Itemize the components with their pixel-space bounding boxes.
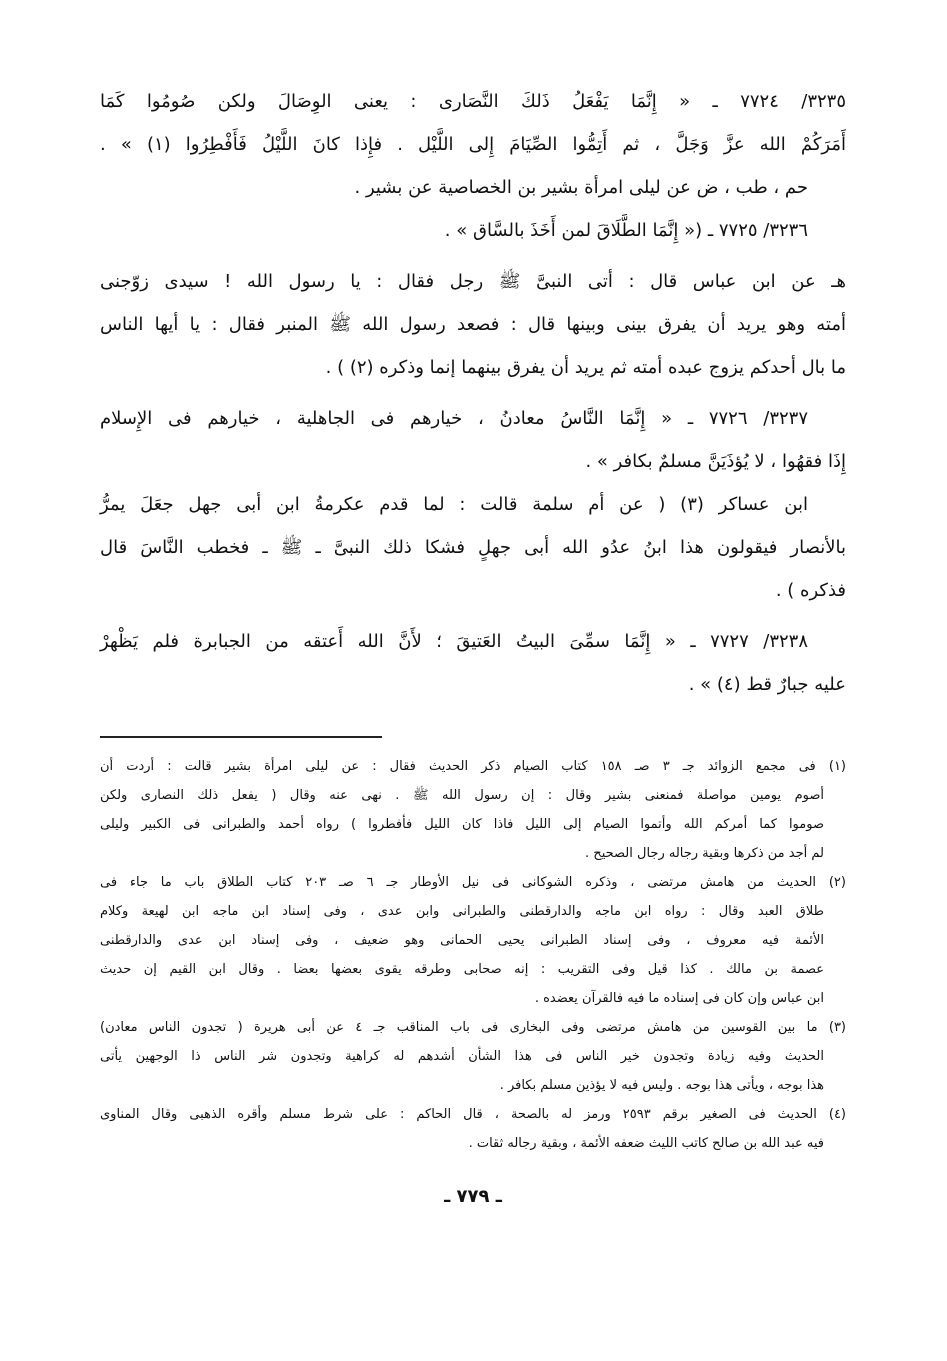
hadith-3238-line: ٣٢٣٨/ ٧٧٢٧ ـ « إِنَّمَا سمِّىَ البيتُ العَتيقَ ؛ لأَنَّ الله أَعتقه من الجبابرة فلم يَظْهرْ [100, 631, 808, 652]
footnote-4-line: فيه عبد الله بن صالح كاتب الليث ضعفه الأئمة ، وبقية رجاله ثقات . [468, 1136, 824, 1151]
footnote-3-line: الحديث وفيه زيادة وتجدون خير الناس فى هذا الشأن أشدهم له كراهية وتجدون شر الناس ذا الوجهين يأتى [100, 1049, 824, 1064]
hadith-3238-line: عليه جبارٌ قط (٤) » . [688, 674, 846, 695]
footnote-3-line: (٣) ما بين القوسين من هامش مرتضى وفى البخارى فى باب المناقب جـ ٤ عن أبى هريرة ( تجدون الناس معادن) [100, 1020, 846, 1035]
footnote-2-line: طلاق العبد وقال : رواه ابن ماجه والدارقطنى والطبرانى وابن عدى ، وفى إسناد ابن ماجه ابن لهيعة وكلام [100, 904, 824, 919]
hadith-3237-line: ٣٢٣٧/ ٧٧٢٦ ـ « إِنَّمَا النَّاسُ معادنُ ، خيارهم فى الجاهلية ، خيارهم فى الإِسلام [100, 408, 808, 429]
hadith-3235-line: أَمَرَكُمْ الله عزَّ وَجَلَّ ، ثم أَتِمُّوا الصِّيَامَ إِلى اللَّيْل . فإِذا كانَ اللَّيْلُ فَأَفْطِرُوا (١) » . [100, 134, 847, 155]
footnote-separator [100, 736, 382, 738]
hadith-3237-source-line: ابن عساكر (٣) ( عن أم سلمة قالت : لما قدم عكرمةُ ابن أبى جهل جعَلَ يمرُّ [100, 494, 808, 515]
footnote-1-line: لم أجد من ذكرها وبقية رجاله رجال الصحيح . [585, 846, 824, 861]
footnote-2-line: ابن عباس وإن كان فى إسناده ما فيه فالقرآن يعضده . [534, 991, 824, 1006]
hadith-3236-source-line: هـ عن ابن عباس قال : أتى النبىَّ ﷺ رجل فقال : يا رسول الله ! سيدى زوّجنى [100, 271, 846, 292]
footnote-2-line: عصمة بن مالك . كذا قيل وفى التقريب : إنه صحابى وطرقه يقوى بعضها بعضا . وقال ابن القيم إن حديث [100, 962, 824, 977]
hadith-3235-source: حم ، طب ، ض عن ليلى امرأة بشير بن الخصاصية عن بشير . [354, 177, 808, 198]
hadith-3237-source-line: بالأنصار فيقولون هذا ابنُ عدُو الله أبى جهلٍ فشكا ذلك النبىَّ ـ ﷺ ـ فخطب النَّاسَ قال [100, 537, 846, 558]
footnote-3-line: هذا بوجه ، ويأتى هذا بوجه . وليس فيه لا يؤذين مسلم بكافر . [499, 1078, 824, 1093]
book-page [100, 0, 846, 1207]
footnote-4-line: (٤) الحديث فى الصغير برقم ٢٥٩٣ ورمز له بالصحة ، قال الحاكم : على شرط مسلم وأقره الذهبى وقال المناوى [100, 1107, 846, 1122]
footnote-1-line: صوموا كما أمركم الله وأتموا الصيام إلى الليل فاذا كان الليل فأفطروا ) رواه أحمد والطبرانى فى الكبير وليلى [100, 817, 824, 832]
hadith-3237-line: إِذَا فقهُوا ، لا يُؤذَيَنَّ مسلمٌ بكافر » . [585, 451, 846, 472]
hadith-3236-source-line: أمته وهو يريد أن يفرق بينى وبينها قال : فصعد رسول الله ﷺ المنبر فقال : يا أيها الناس [100, 314, 846, 335]
footnote-1-line: أصوم يومين مواصلة فمنعنى بشير وقال : إن رسول الله ﷺ . نهى عنه وقال ( يفعل ذلك النصارى ولكن [100, 788, 824, 803]
hadith-3236-source-line: ما بال أحدكم يزوج عبده أمته ثم يريد أن يفرق بينهما إنما وذكره (٢) ) . [325, 357, 846, 378]
hadith-3235-line: ٣٢٣٥/ ٧٧٢٤ ـ « إِنَّمَا يَفْعَلُ ذَلكَ النَّصَارى : يعنى الوِصَالَ ولكن صُومُوا كَمَا [100, 91, 846, 112]
footnote-2-line: (٢) الحديث من هامش مرتضى ، وذكره الشوكانى فى نيل الأوطار جـ ٦ صـ ٢٠٣ كتاب الطلاق باب ما جاء فى [100, 875, 846, 890]
hadith-3236-line: ٣٢٣٦/ ٧٧٢٥ ـ (« إِنَّمَا الطَّلَاقَ لمن أَخَذَ بالسَّاق » . [444, 220, 808, 241]
page-number: ـ ٧٧٩ ـ [444, 1186, 502, 1207]
hadith-3237-source-line: فذكره ) . [775, 580, 846, 601]
footnote-1-line: (١) فى مجمع الزوائد جـ ٣ صـ ١٥٨ كتاب الصيام ذكر الحديث فقال : عن ليلى امرأة بشير قالت : أردت أن [100, 759, 846, 774]
footnote-2-line: الأئمة فيه معروف ، وفى إسناد الطبرانى يحيى الحمانى وهو ضعيف ، وفى إسناد ابن عدى والدارقطنى [100, 933, 824, 948]
